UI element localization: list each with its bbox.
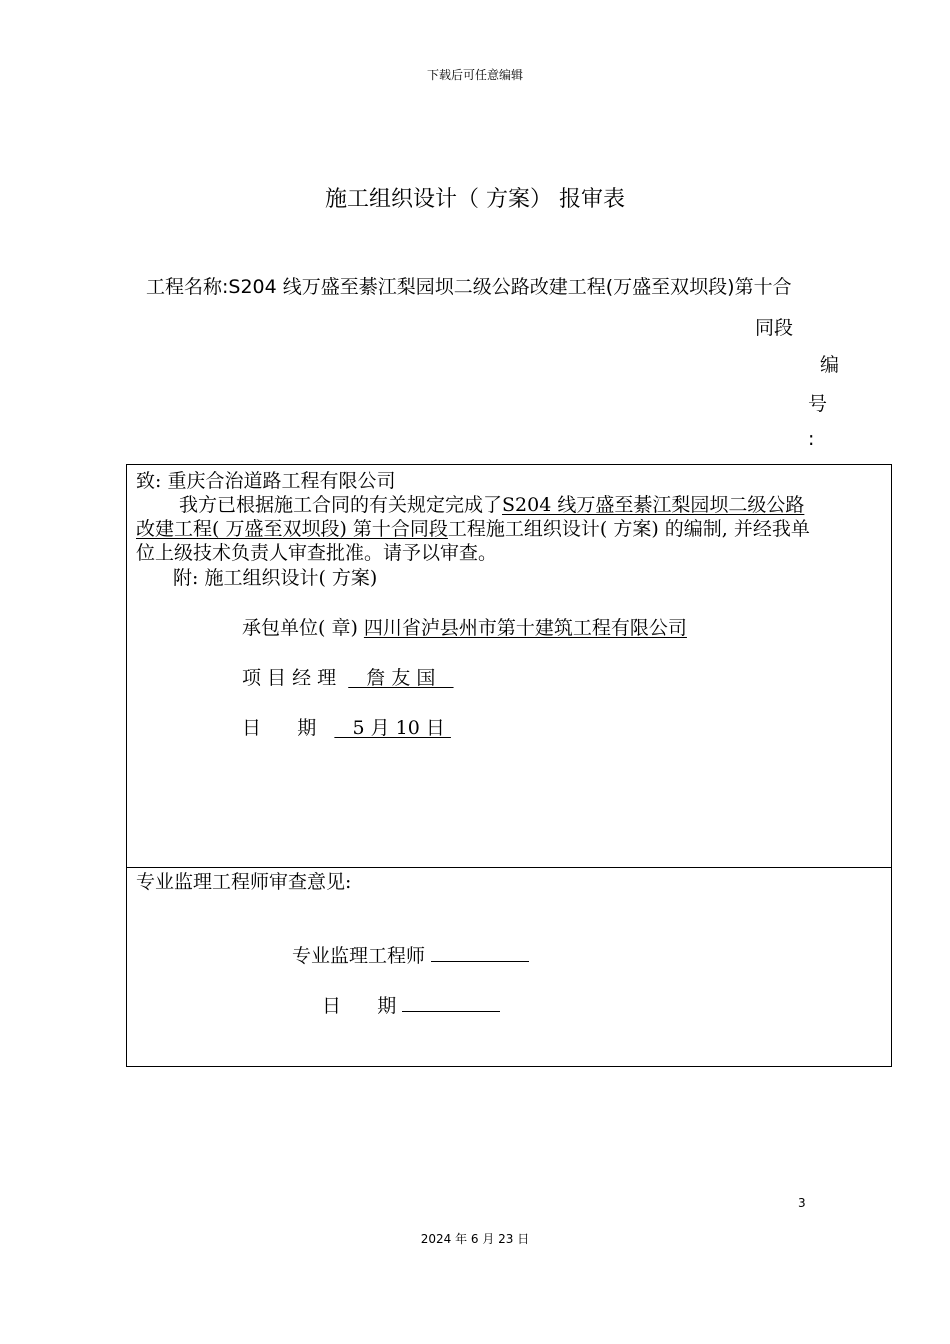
project-name-value: S204 线万盛至綦江梨园坝二级公路改建工程(万盛至双坝段)第十合 (228, 276, 792, 298)
recipient-line: 致: 重庆合治道路工程有限公司 (136, 470, 396, 492)
serial-label-char-2: 号 (808, 393, 828, 415)
review-date-blank[interactable] (402, 993, 500, 1012)
serial-label-char-1: 编 (820, 354, 840, 376)
serial-label-char-3: : (808, 428, 815, 450)
engineer-signature-line (292, 943, 529, 968)
header-note: 下载后可任意编辑 (426, 68, 523, 82)
review-date-line (322, 993, 500, 1018)
review-heading: 专业监理工程师审查意见: (136, 871, 352, 893)
project-name-continuation: 同段 (755, 317, 794, 339)
attachment-line: 附: 施工组织设计( 方案) (173, 567, 378, 589)
contractor-label: 承包单位( 章) (242, 617, 358, 639)
submission-date-line (242, 716, 451, 740)
date-value: 5 月 10 日 (334, 717, 451, 739)
contractor-name: 四川省泸县州市第十建筑工程有限公司 (363, 617, 687, 639)
body-prefix: 我方已根据施工合同的有关规定完成了 (179, 494, 503, 516)
approval-form-table (126, 464, 892, 1067)
manager-label: 项 目 经 理 (242, 667, 337, 689)
contractor-line (242, 616, 687, 640)
body-suffix: 工程施工组织设计( 方案) 的编制, 并经我单 (447, 518, 810, 540)
date-label: 日 期 (242, 717, 317, 739)
submission-body-line-2 (136, 517, 810, 541)
project-label: 工程名称: (146, 276, 229, 298)
project-reference-underlined-2: 改建工程( 万盛至双坝段) 第十合同段 (136, 518, 448, 540)
page-number: 3 (798, 1196, 806, 1210)
project-manager-line (242, 666, 454, 690)
engineer-label: 专业监理工程师 (292, 945, 426, 967)
manager-name: 詹 友 国 (348, 667, 454, 689)
document-title: 施工组织设计（ 方案） 报审表 (325, 187, 625, 212)
submission-body-line-3: 位上级技术负责人审查批准。请予以审查。 (136, 542, 498, 564)
form-section-divider (127, 867, 891, 868)
footer-date: 2024 年 6 月 23 日 (420, 1232, 530, 1246)
review-date-label: 日 期 (322, 995, 397, 1017)
engineer-signature-blank[interactable] (431, 943, 529, 962)
submission-body-line-1 (179, 493, 804, 517)
project-name-line (146, 272, 792, 299)
project-reference-underlined-1: S204 线万盛至綦江梨园坝二级公路 (502, 494, 805, 516)
